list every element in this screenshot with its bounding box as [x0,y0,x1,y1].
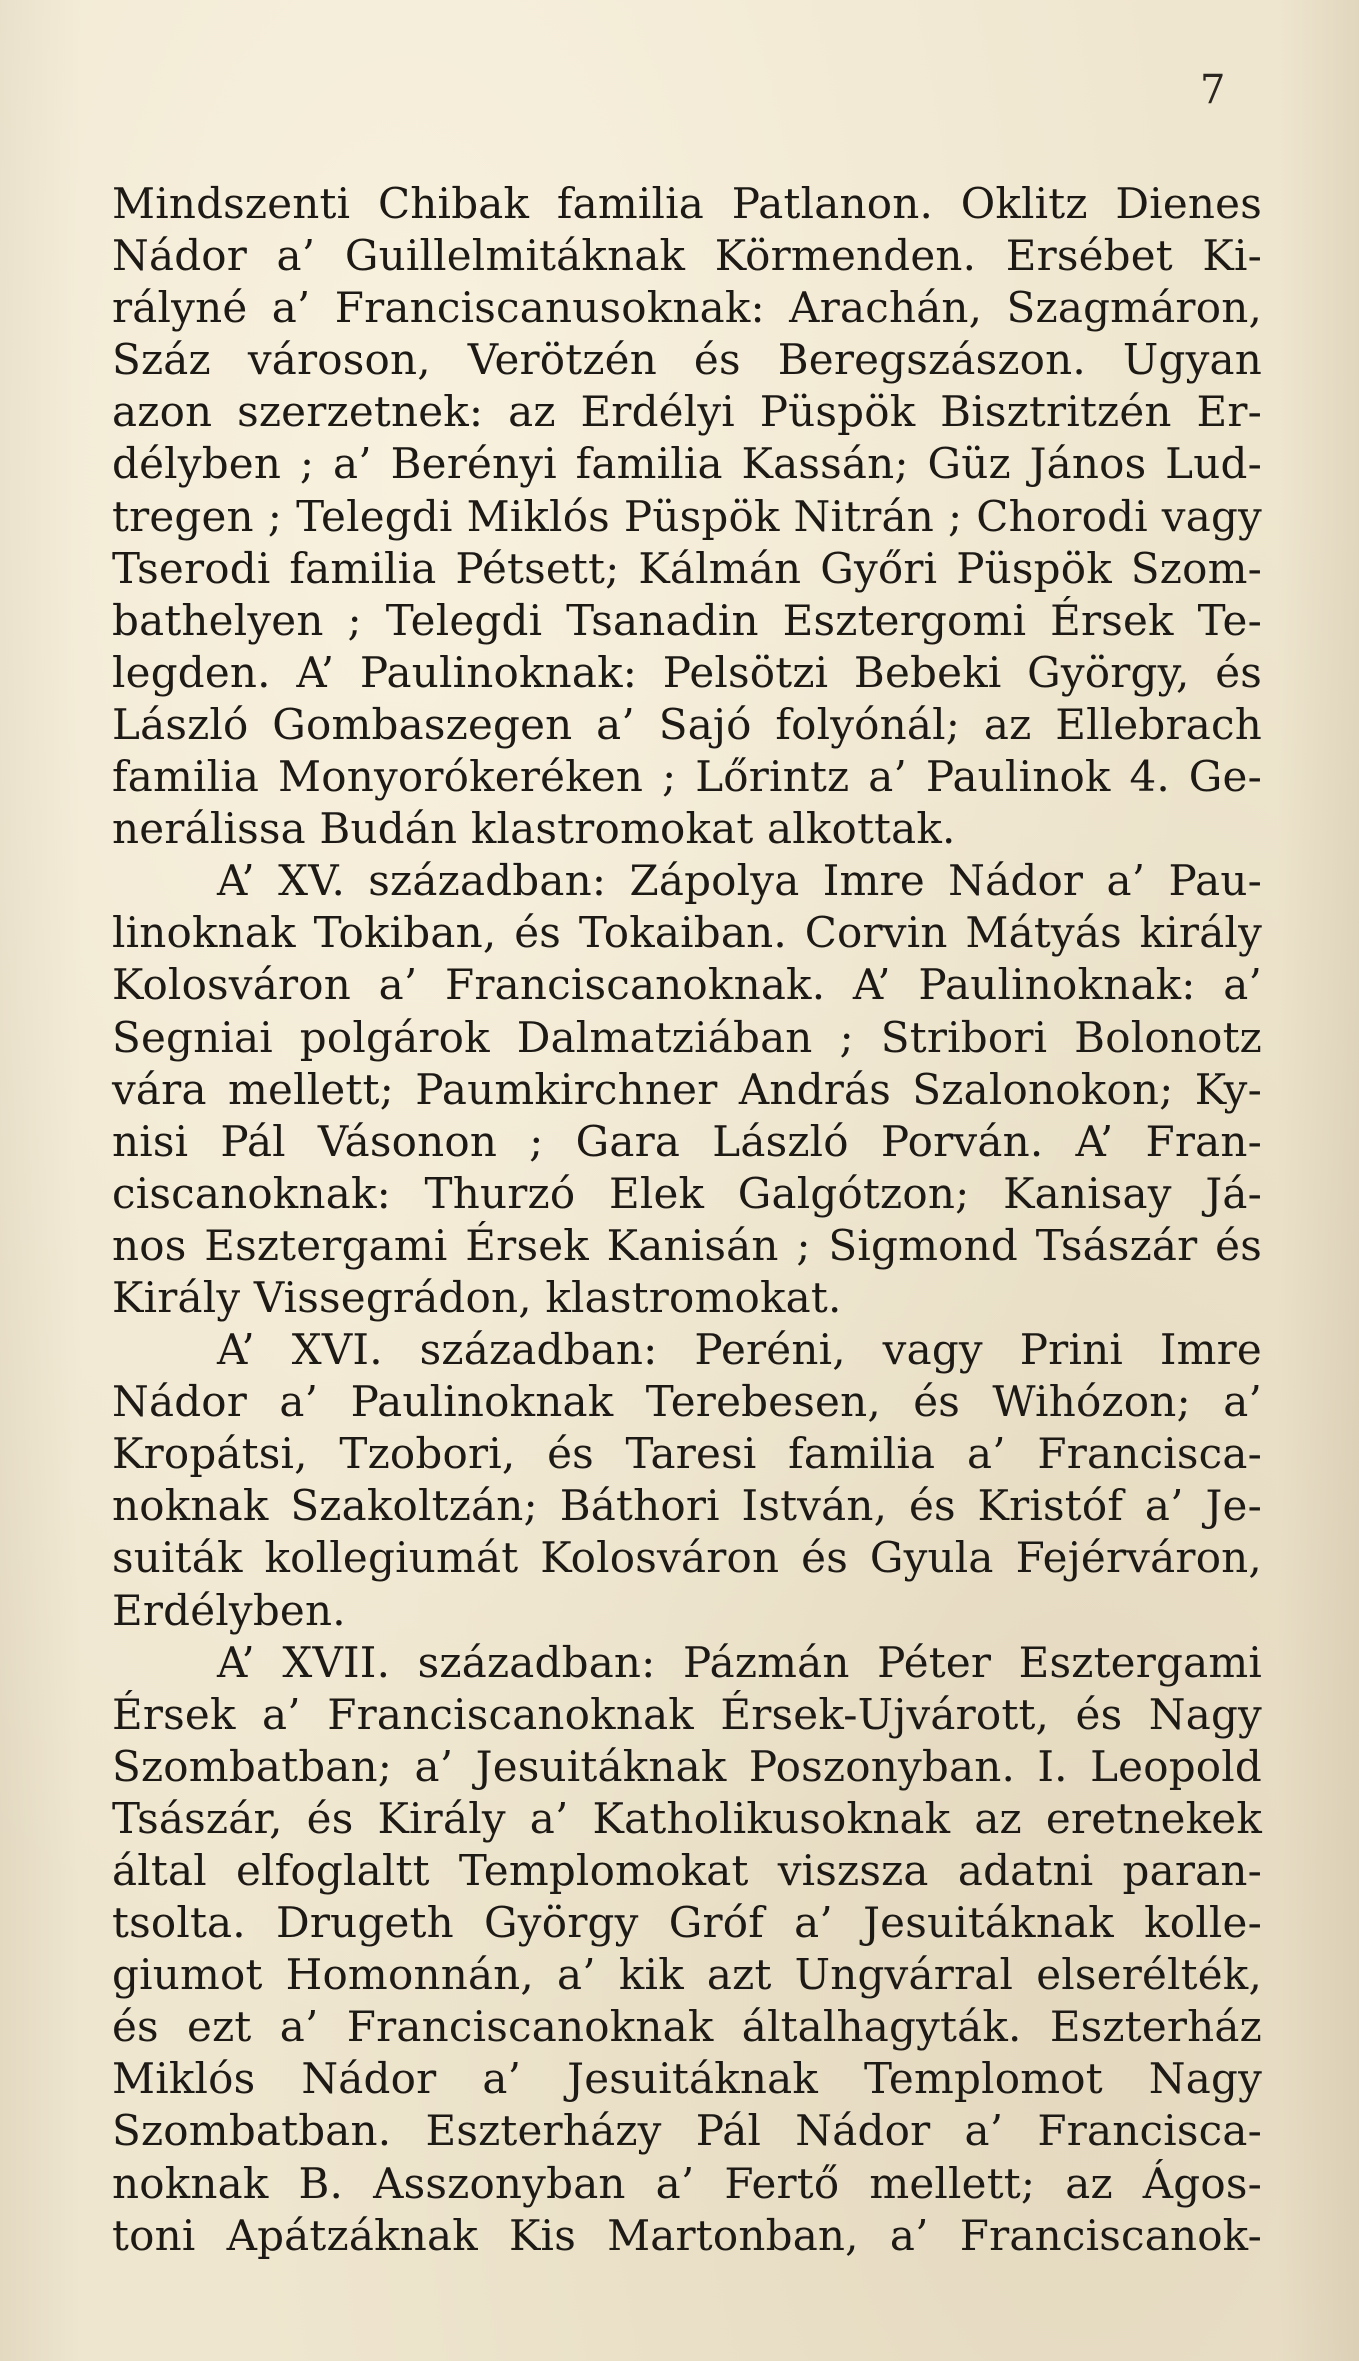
text-line: Kropátsi, Tzobori, és Taresi familia a’ Francisca- [112,1429,1262,1479]
text-line: Király Vissegrádon, klastromokat. [112,1272,842,1322]
text-line: Tsászár, és Király a’ Katholikusoknak az eretnekek [112,1793,1262,1843]
text-line: noknak Szakoltzán; Báthori István, és Kristóf a’ Je- [112,1481,1262,1531]
text-line: ciscanoknak: Thurzó Elek Galgótzon; Kanisay Já- [112,1168,1262,1218]
text-line: familia Monyorókeréken ; Lőrintz a’ Paulinok 4. Ge- [112,752,1262,802]
text-line: rályné a’ Franciscanusoknak: Arachán, Szagmáron, [112,283,1262,333]
text-line: linoknak Tokiban, és Tokaiban. Corvin Mátyás király [112,908,1262,958]
text-line: nisi Pál Vásonon ; Gara László Porván. A’ Fran- [112,1116,1262,1166]
page-number: 7 [1200,67,1226,113]
text-line: Kolosváron a’ Franciscanoknak. A’ Paulinoknak: a’ [112,960,1262,1010]
text-line: László Gombaszegen a’ Sajó folyónál; az Ellebrach [112,699,1262,749]
text-line: Nádor a’ Paulinoknak Terebesen, és Wihózon; a’ [112,1377,1262,1427]
text-line: toni Apátzáknak Kis Martonban, a’ Franciscanok- [112,2210,1262,2260]
text-line: Szombatban. Eszterházy Pál Nádor a’ Francisca- [112,2106,1262,2156]
text-line: Száz városon, Verötzén és Beregszászon. Ugyan [112,335,1262,385]
text-line: bathelyen ; Telegdi Tsanadin Esztergomi Érsek Te- [112,595,1262,645]
text-line: noknak B. Asszonyban a’ Fertő mellett; az Ágos- [112,2158,1262,2208]
text-line: azon szerzetnek: az Erdélyi Püspök Bisztritzén Er- [112,387,1262,437]
text-line: tsolta. Drugeth György Gróf a’ Jesuitáknak kolle- [112,1898,1262,1948]
text-line: és ezt a’ Franciscanoknak általhagyták. Eszterház [112,2002,1262,2052]
text-line: Mindszenti Chibak familia Patlanon. Oklitz Dienes [112,179,1262,228]
text-line: giumot Homonnán, a’ kik azt Ungvárral elserélték, [112,1950,1262,2000]
text-line: Szombatban; a’ Jesuitáknak Poszonyban. I. Leopold [112,1741,1262,1791]
text-line: Tserodi familia Pétsett; Kálmán Győri Püspök Szom- [112,543,1262,593]
text-line: legden. A’ Paulinoknak: Pelsötzi Bebeki György, és [112,647,1262,697]
text-line: Segniai polgárok Dalmatziában ; Stribori Bolonotz [112,1012,1262,1062]
text-line: A’ XV. században: Zápolya Imre Nádor a’ Pau- [217,856,1262,906]
text-line: által elfoglaltt Templomokat viszsza adatni paran- [112,1846,1262,1895]
text-line: Erdélyben. [112,1585,346,1635]
text-line: A’ XVI. században: Peréni, vagy Prini Imre [217,1325,1262,1375]
text-line: nos Esztergami Érsek Kanisán ; Sigmond Tsászár és [112,1220,1262,1270]
text-line: A’ XVII. században: Pázmán Péter Esztergami [217,1637,1262,1687]
text-line: délyben ; a’ Berényi familia Kassán; Güz János Lud- [112,439,1262,489]
text-line: nerálissa Budán klastromokat alkottak. [112,804,956,854]
body-text [112,178,1262,2262]
text-line: Nádor a’ Guillelmitáknak Körmenden. Ersébet Ki- [112,231,1262,281]
text-line: suiták kollegiumát Kolosváron és Gyula Fejérváron, [112,1533,1262,1583]
text-line: tregen ; Telegdi Miklós Püspök Nitrán ; Chorodi vagy [112,491,1262,541]
text-line: Miklós Nádor a’ Jesuitáknak Templomot Nagy [112,2054,1262,2104]
text-line: Érsek a’ Franciscanoknak Érsek-Ujvárott, és Nagy [112,1689,1262,1739]
text-line: vára mellett; Paumkirchner András Szalonokon; Ky- [112,1064,1262,1114]
